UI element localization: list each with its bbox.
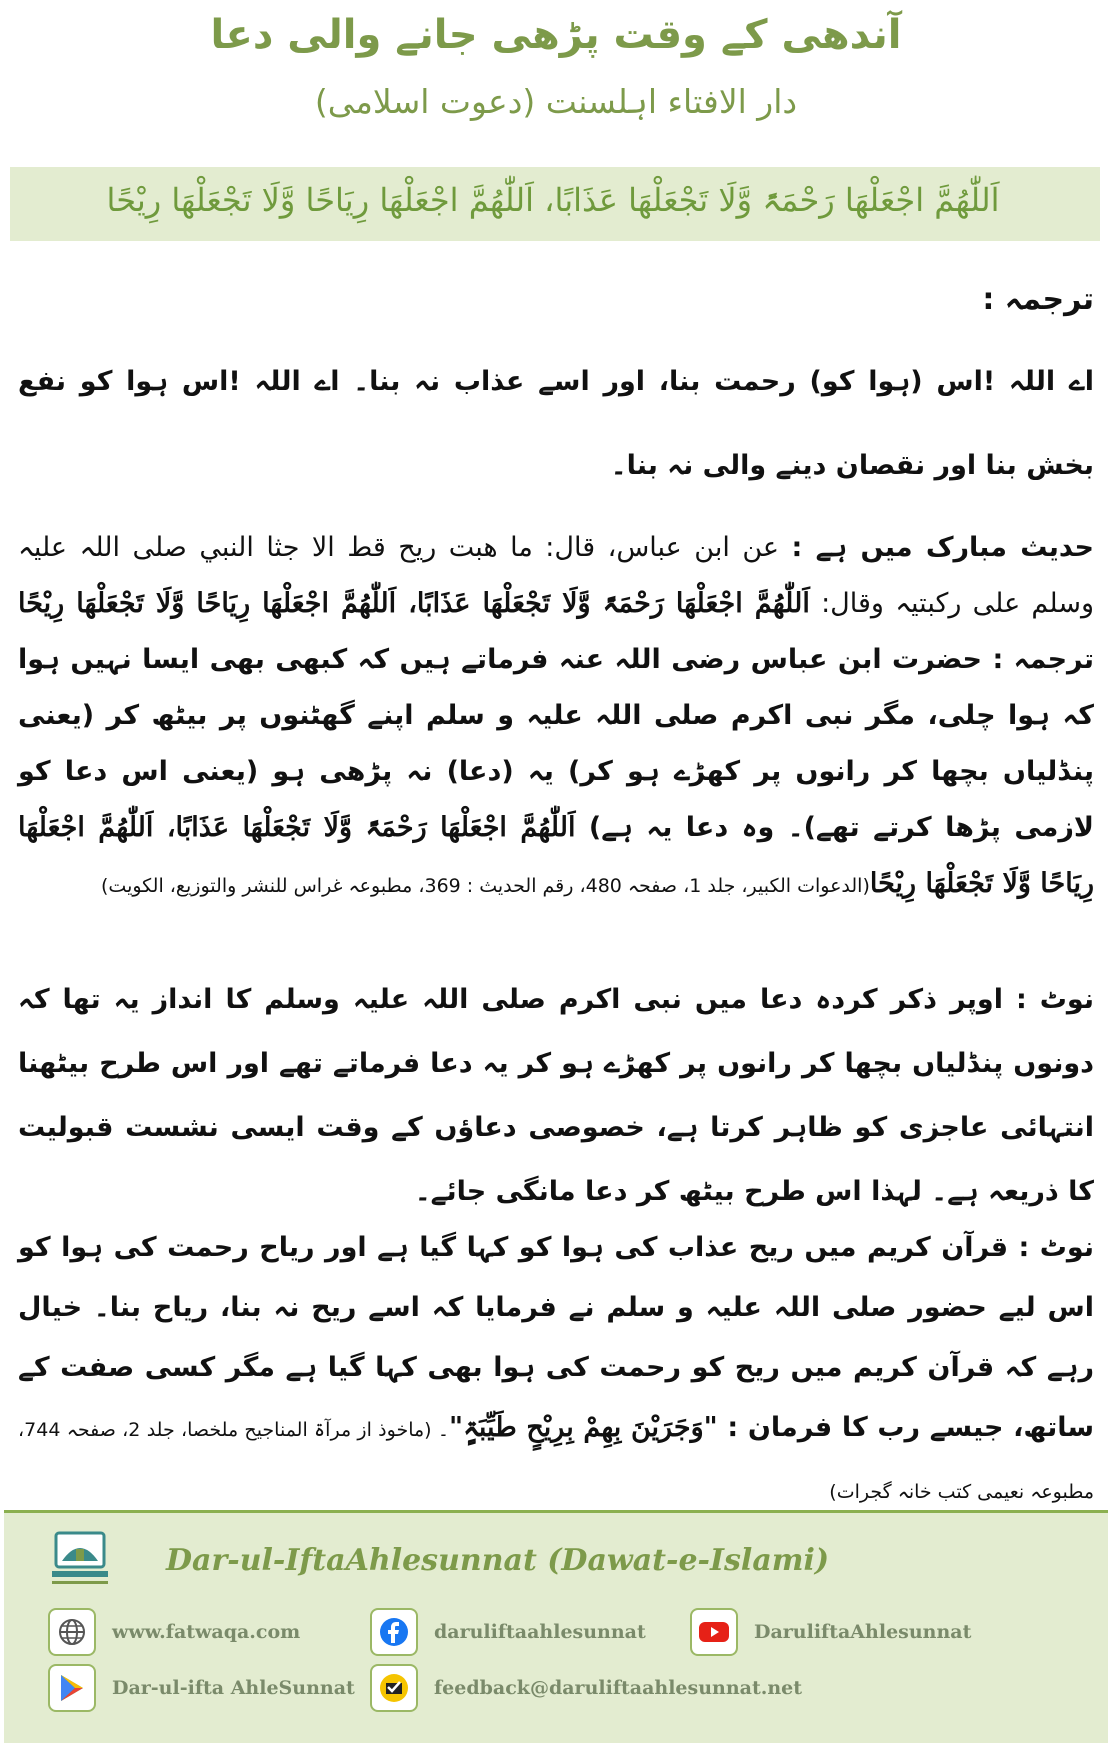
play-store-icon	[48, 1664, 96, 1712]
hadith-section	[18, 520, 1094, 914]
hadith-arabic: عن ابن عباس، قال: ما ھبت ریح قط الا جثا النبي صلی اللہ علیہ وسلم علی رکبتیہ وقال:	[18, 532, 1094, 619]
footer	[4, 1510, 1108, 1743]
page-subtitle: دار الافتاء اہلسنت (دعوت اسلامی)	[314, 82, 798, 121]
email-icon	[370, 1664, 418, 1712]
translation-heading: ترجمہ :	[982, 282, 1094, 317]
youtube-label: DaruliftaAhlesunnat	[754, 1621, 972, 1643]
facebook-icon	[370, 1608, 418, 1656]
email-label: feedback@daruliftaahlesunnat.net	[434, 1677, 803, 1699]
hadith-translation-label: ترجمہ :	[982, 644, 1094, 675]
email-link[interactable]	[370, 1663, 802, 1713]
dua-banner	[10, 167, 1100, 241]
page-title: آندھی کے وقت پڑھی جانے والی دعا	[210, 12, 902, 58]
app-link[interactable]	[48, 1663, 355, 1713]
note-1: نوٹ : اوپر ذکر کردہ دعا میں نبی اکرم صلی اللہ علیہ وسلم کا انداز یہ تھا کہ دونوں پنڈلیاں بچھا کر رانوں پر کھڑے ہو کر یہ دعا فرماتے تھے اور اس طرح بیٹھنا انتہائی عاجزی کو ظاہر کرتا ہے، خصوصی دعاؤں کے وقت ایسی نشست قبولیت کا ذریعہ ہے۔ لہذا اس طرح بیٹھ کر دعا مانگی جائے۔	[18, 984, 1094, 1207]
hadith-label: حدیث مبارک میں ہے :	[791, 532, 1094, 563]
translation-text: اے اللہ !اس (ہوا کو) رحمت بنا، اور اسے عذاب نہ بنا۔ اے اللہ !اس ہوا کو نفع بخش بنا اور نقصان دینے والی نہ بنا۔	[18, 366, 1094, 481]
youtube-icon	[690, 1608, 738, 1656]
hadith-urdu: حضرت ابن عباس رضی اللہ عنہ فرماتے ہیں کہ کبھی بھی ایسا نہیں ہوا کہ ہوا چلی، مگر نبی اکرم صلی اللہ علیہ و سلم اپنے گھٹنوں پر بیٹھ کر (یعنی پنڈلیاں بچھا کر رانوں پر کھڑے ہو کر) یہ (دعا) نہ پڑھی ہو (یعنی اس دعا کو لازمی پڑھا کرتے تھے)۔ وہ دعا یہ ہے)	[18, 644, 1095, 843]
globe-icon	[48, 1608, 96, 1656]
website-link[interactable]	[48, 1607, 300, 1657]
note-2-text: نوٹ : قرآن کریم میں ریح عذاب کی ہوا کو کہا گیا ہے اور ریاح رحمت کی ہوا کو اس لیے حضور صلی اللہ علیہ و سلم نے فرمایا کہ اسے ریح نہ بنا، ریاح بنا۔ خیال رہے کہ قرآن کریم میں ریح کو رحمت کی ہوا بھی کہا گیا ہے مگر کسی صفت کے ساتھ، جیسے رب کا فرمان :	[18, 1232, 1094, 1443]
note-2-ayah: "وَجَرَیْنَ بِھِمْ بِرِیْحٍ طَیِّبَۃٍ"	[449, 1412, 718, 1443]
hadith-dua-repeat: اَللّٰھُمَّ اجْعَلْھَا رَحْمَۃً وَّلَا تَجْعَلْھَا عَذَابًا، اَللّٰھُمَّ اجْعَلْھَا رِیَاحًا وَّلَا تَجْعَلْھَا رِیْحًا	[18, 812, 1094, 899]
app-label: Dar-ul-ifta AhleSunnat	[112, 1677, 355, 1699]
note-2-reference: ۔ (ماخوذ از مرآۃ المناجیح ملخصا، جلد 2، صفحہ 744، مطبوعہ نعیمی کتب خانہ گجرات)	[18, 1419, 1094, 1503]
hadith-reference: (الدعوات الکبیر، جلد 1، صفحہ 480، رقم الحدیث : 369، مطبوعہ غراس للنشر والتوزیع، الکویت)	[101, 875, 870, 897]
facebook-link[interactable]	[370, 1607, 646, 1657]
note-2	[18, 1218, 1094, 1522]
logo-icon	[48, 1527, 128, 1599]
brand-name: Dar-ul-IftaAhlesunnat (Dawat-e-Islami)	[166, 1543, 830, 1578]
facebook-label: daruliftaahlesunnat	[434, 1621, 646, 1643]
website-label: www.fatwaqa.com	[112, 1621, 301, 1643]
youtube-link[interactable]	[690, 1607, 971, 1657]
dua-text: اَللّٰھُمَّ اجْعَلْھَا رَحْمَۃً وَّلَا تَجْعَلْھَا عَذَابًا، اَللّٰھُمَّ اجْعَلْھَا رِیَاحًا وَّلَا تَجْعَلْھَا رِیْحًا	[106, 181, 1000, 219]
hadith-dua: اَللّٰھُمَّ اجْعَلْھَا رَحْمَۃً وَّلَا تَجْعَلْھَا عَذَابًا، اَللّٰھُمَّ اجْعَلْھَا رِیَاحًا وَّلَا تَجْعَلْھَا رِیْحًا	[18, 588, 810, 619]
